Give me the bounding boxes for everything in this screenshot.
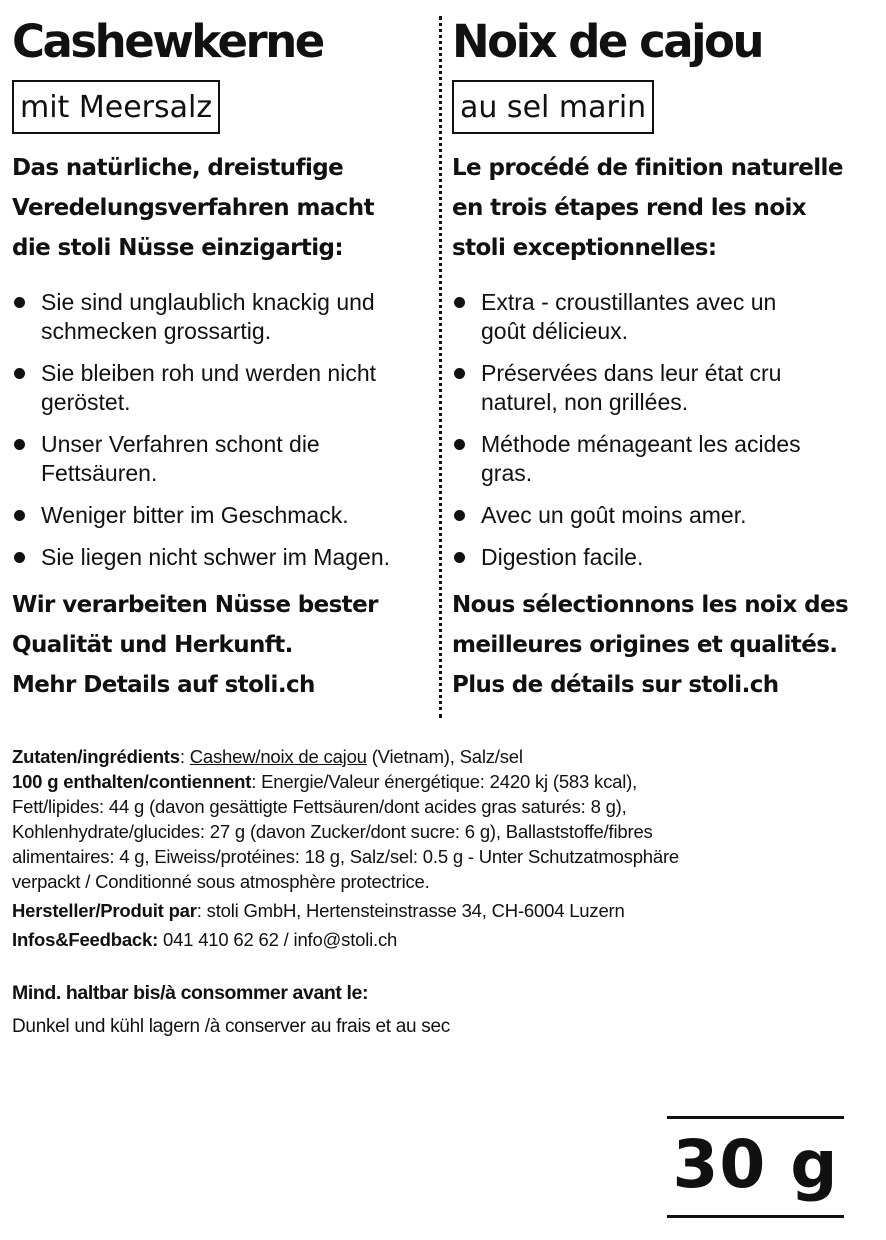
french-benefit-item <box>452 359 884 417</box>
german-benefit-line: geröstet. <box>41 389 131 415</box>
product-information <box>12 744 874 952</box>
french-benefit-line: naturel, non grillées. <box>481 389 689 415</box>
bullet-dot-icon <box>14 510 25 521</box>
french-benefit-item <box>452 501 884 530</box>
french-benefit-line: Digestion facile. <box>481 544 644 570</box>
bullet-dot-icon <box>14 368 25 379</box>
french-intro-line: Le procédé de finition naturelle <box>452 155 843 181</box>
french-benefit-line: Avec un goût moins amer. <box>481 502 747 528</box>
french-benefit-item <box>452 430 884 488</box>
bullet-dot-icon <box>454 297 465 308</box>
french-outro-line: Nous sélectionnons les noix des <box>452 592 849 618</box>
french-title: Noix de cajou <box>452 15 763 68</box>
storage-instructions: Dunkel und kühl lagern /à conserver au frais et au sec <box>12 1016 450 1037</box>
nutrition-line: : Energie/Valeur énergétique: 2420 kj (583 kcal), <box>251 771 638 792</box>
german-benefit-item <box>12 543 432 572</box>
german-intro-line: die stoli Nüsse einzigartig: <box>12 235 344 261</box>
german-title: Cashewkerne <box>12 15 323 68</box>
bullet-dot-icon <box>14 439 25 450</box>
french-intro-line: stoli exceptionnelles: <box>452 235 717 261</box>
nutrition-line: Kohlenhydrate/glucides: 27 g (davon Zucker/dont sucre: 6 g), Ballaststoffe/fibres <box>12 821 653 842</box>
ingredients-rest: (Vietnam), Salz/sel <box>366 746 523 767</box>
german-subtitle: mit Meersalz <box>12 80 220 134</box>
column-divider <box>439 16 442 718</box>
german-outro <box>12 585 432 705</box>
german-benefit-item <box>12 359 432 417</box>
nutrition-line: Fett/lipides: 44 g (davon gesättigte Fettsäuren/dont acides gras saturés: 8 g), <box>12 796 627 817</box>
nutrition-label: 100 g enthalten/contiennent <box>12 771 252 792</box>
german-benefit-line: Sie bleiben roh und werden nicht <box>41 360 377 386</box>
nutrition-line: alimentaires: 4 g, Eiweiss/protéines: 18 g, Salz/sel: 0.5 g - Unter Schutzatmosphäre <box>12 846 680 867</box>
french-benefit-item <box>452 543 884 572</box>
contact-label: Infos&Feedback: <box>12 929 159 950</box>
german-intro-line: Das natürliche, dreistufige <box>12 155 344 181</box>
french-intro <box>452 148 884 268</box>
german-benefit-item <box>12 430 432 488</box>
french-benefits-list <box>452 288 884 572</box>
french-outro <box>452 585 884 705</box>
ingredients-label: Zutaten/ingrédients <box>12 746 180 767</box>
german-benefit-line: Sie liegen nicht schwer im Magen. <box>41 544 390 570</box>
best-before-label: Mind. haltbar bis/à consommer avant le: <box>12 982 369 1004</box>
contact-row <box>12 927 874 952</box>
bullet-dot-icon <box>454 368 465 379</box>
french-benefit-line: gras. <box>481 460 533 486</box>
german-outro-line: Mehr Details auf stoli.ch <box>12 672 315 698</box>
french-benefit-line: goût délicieux. <box>481 318 629 344</box>
contact-value: 041 410 62 62 / info@stoli.ch <box>158 929 398 950</box>
french-column <box>452 14 884 705</box>
german-intro <box>12 148 432 268</box>
net-weight: 30 g <box>672 1126 839 1203</box>
german-benefit-line: Unser Verfahren schont die <box>41 431 320 457</box>
german-benefit-line: Sie sind unglaublich knackig und <box>41 289 375 315</box>
german-benefit-line: Weniger bitter im Geschmack. <box>41 502 349 528</box>
producer-row <box>12 898 874 923</box>
french-outro-line: Plus de détails sur stoli.ch <box>452 672 779 698</box>
french-benefit-item <box>452 288 884 346</box>
bullet-dot-icon <box>454 439 465 450</box>
ingredients-row <box>12 744 874 769</box>
german-benefit-line: schmecken grossartig. <box>41 318 272 344</box>
french-outro-line: meilleures origines et qualités. <box>452 632 838 658</box>
german-benefit-line: Fettsäuren. <box>41 460 158 486</box>
ingredients-separator: : <box>179 746 190 767</box>
french-benefit-line: Méthode ménageant les acides <box>481 431 801 457</box>
german-benefit-item <box>12 288 432 346</box>
german-outro-line: Qualität und Herkunft. <box>12 632 293 658</box>
german-column <box>12 14 432 705</box>
bullet-dot-icon <box>454 510 465 521</box>
german-benefits-list <box>12 288 432 572</box>
bullet-dot-icon <box>14 297 25 308</box>
net-weight-box <box>667 1116 844 1218</box>
french-benefit-line: Préservées dans leur état cru <box>481 360 782 386</box>
german-intro-line: Veredelungsverfahren macht <box>12 195 374 221</box>
nutrition-line: verpackt / Conditionné sous atmosphère protectrice. <box>12 871 430 892</box>
bullet-dot-icon <box>14 552 25 563</box>
producer-label: Hersteller/Produit par <box>12 900 197 921</box>
german-outro-line: Wir verarbeiten Nüsse bester <box>12 592 378 618</box>
german-benefit-item <box>12 501 432 530</box>
bullet-dot-icon <box>454 552 465 563</box>
ingredients-main: Cashew/noix de cajou <box>189 746 367 767</box>
nutrition-row <box>12 769 874 794</box>
producer-value: : stoli GmbH, Hertensteinstrasse 34, CH-6004 Luzern <box>196 900 625 921</box>
french-benefit-line: Extra - croustillantes avec un <box>481 289 777 315</box>
french-subtitle: au sel marin <box>452 80 654 134</box>
french-intro-line: en trois étapes rend les noix <box>452 195 807 221</box>
